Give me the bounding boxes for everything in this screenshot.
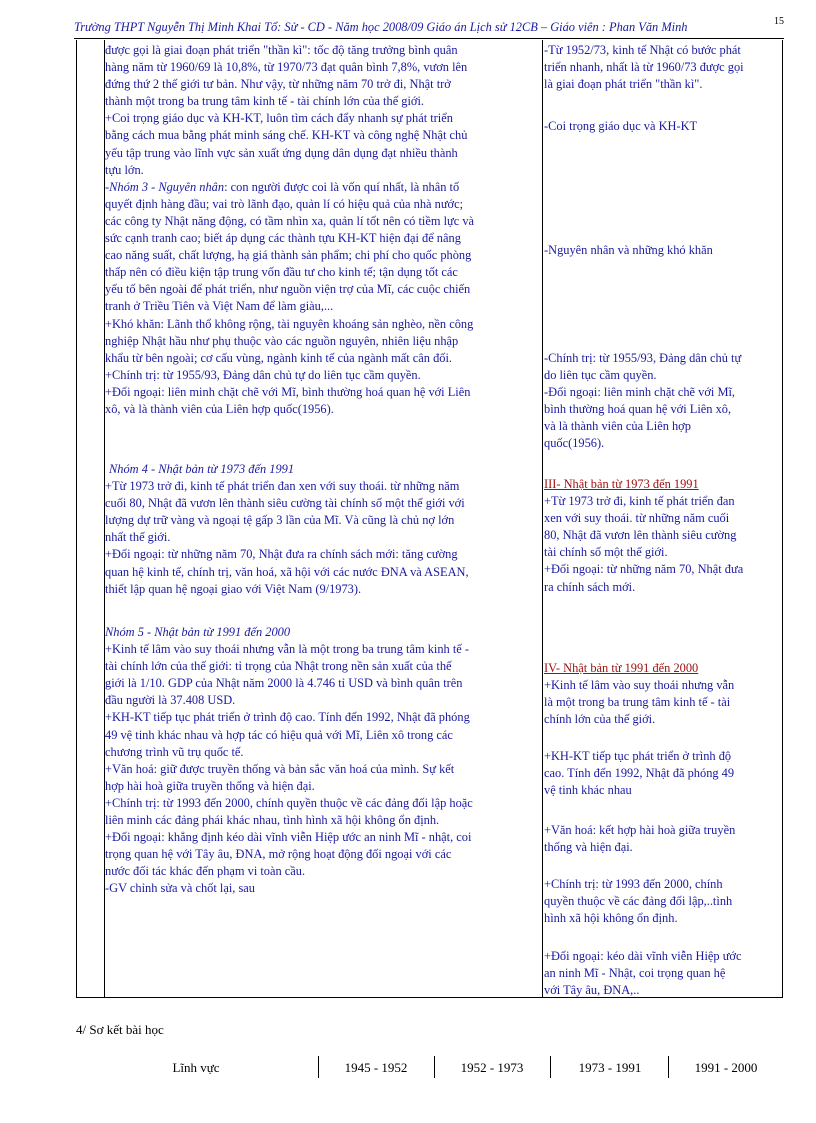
- text-line: +Chính trị: từ 1955/93, Đảng dân chủ tự do liên tục cầm quyền.: [105, 367, 421, 382]
- text-line: yếu tập trung vào lĩnh vực sản xuất ứng dụng dân dụng đạt nhiều thành: [105, 145, 458, 160]
- text-line: giới là 1/10. GDP của Nhật năm 2000 là 4.746 tỉ USD và bình quân trên: [105, 676, 463, 691]
- text-line: quan hệ kinh tế, chính trị, văn hoá, xã hội với các nước ĐNA và ASEAN,: [105, 564, 469, 579]
- text-line: yếu tố bên ngoài để phát triển, như nguồn viện trợ của Mĩ, các cuộc chiến: [105, 282, 471, 297]
- group5-heading: Nhóm 5 - Nhật bản từ 1991 đến 2000: [105, 625, 291, 639]
- text-line: +Kinh tế lâm vào suy thoái nhưng vẫn là một trong ba trung tâm kinh tế -: [105, 642, 470, 657]
- text-line: -Từ 1952/73, kinh tế Nhật có bước phát: [544, 43, 741, 57]
- right-block-1: [544, 42, 782, 93]
- block-group5: [105, 624, 542, 898]
- text-line: -GV chỉnh sửa và chốt lại, sau: [105, 881, 255, 896]
- text-line: quyết định hàng đầu; vai trò lãnh đạo, quản lí có hiệu quả của nhà nước;: [105, 196, 464, 211]
- text-line: xen với suy thoái. từ những năm cuối: [544, 511, 730, 526]
- text-line: thành một trong ba trung tâm kinh tế - tài chính lớn của thế giới.: [105, 94, 425, 109]
- summary-col-period-1: 1945 - 1952: [344, 1060, 408, 1075]
- text-line: +Chính trị: từ 1993 đến 2000, chính: [544, 877, 723, 891]
- block-development: [105, 42, 542, 418]
- right-block-8: [544, 822, 782, 856]
- text-line: hàng năm từ 1960/69 là 10,8%, từ 1970/73 đạt quân bình 7,8%, vươn lên: [105, 60, 468, 75]
- summary-col-period-3: 1973 - 1991: [578, 1060, 642, 1075]
- text-line: triển nhanh, nhất là từ 1960/73 được gọi: [544, 60, 744, 75]
- text-line: được gọi là giai đoạn phát triển "thần kì": tốc độ tăng trưởng bình quân: [105, 43, 458, 57]
- summary-divider: [318, 1056, 319, 1078]
- text-line: +Khó khăn: Lãnh thổ không rộng, tài nguyên khoáng sản nghèo, nền công: [105, 316, 474, 331]
- text-line: tựu lớn.: [105, 162, 144, 177]
- text-line: 80, Nhật đã vươn lên thành siêu cường: [544, 528, 737, 543]
- right-block-10: [544, 948, 782, 999]
- text-line: +Kinh tế lâm vào suy thoái nhưng vẫn: [544, 678, 735, 693]
- text-line: -Nguyên nhân và những khó khăn: [544, 243, 713, 257]
- text-line: các công ty Nhật năng động, có tầm nhìn xa, quản lí tốt nên có tiềm lực và: [105, 213, 475, 228]
- text-line: -Coi trọng giáo dục và KH-KT: [544, 119, 698, 133]
- text-line: trọng quan hệ với Tây âu, ĐNA, mở rộng hoạt động đối ngoại với các: [105, 847, 452, 862]
- text-line: và là thành viên của Liên hợp: [544, 419, 691, 434]
- text-line: chính lớn của thế giới.: [544, 712, 656, 727]
- text-line: ra chính sách mới.: [544, 579, 636, 594]
- text-line: nhất thế giới.: [105, 530, 171, 545]
- text-line: +Văn hoá: kết hợp hài hoà giữa truyền: [544, 823, 736, 837]
- summary-divider: [434, 1056, 435, 1078]
- text-line: nước đối tác khác đến phạm vi toàn cầu.: [105, 864, 306, 879]
- text-line: tài chính lớn của thế giới: tỉ trọng của Nhật trong nền sản xuất của thế: [105, 659, 452, 674]
- text-line: -Đối ngoại: liên minh chặt chẽ với Mĩ,: [544, 385, 735, 400]
- header-rule: [74, 38, 784, 39]
- text-line: sức cạnh tranh cao; biết áp dụng các thành tựu KH-KT hiện đại để nâng: [105, 231, 461, 246]
- section3-heading: III- Nhật bản từ 1973 đến 1991: [544, 477, 699, 491]
- right-block-2: [544, 118, 782, 135]
- text-line: bình thường hoá quan hệ với Liên xô,: [544, 402, 732, 417]
- summary-heading: 4/ Sơ kết bài học: [76, 1022, 164, 1037]
- text-line: +Đối ngoại: từ những năm 70, Nhật đưa: [544, 562, 744, 577]
- text-line: tranh ở Triều Tiên và Việt Nam để làm giàu,...: [105, 299, 334, 314]
- group3-label: -Nhóm 3 - Nguyên nhân: [105, 179, 225, 194]
- text-line: -Chính trị: từ 1955/93, Đảng dân chủ tự: [544, 351, 742, 365]
- text-line: +Từ 1973 trở đi, kinh tế phát triển đan xen với suy thoái. từ những năm: [105, 479, 460, 494]
- text-line: xô, và là thành viên của Liên hợp quốc(1956).: [105, 401, 334, 416]
- text-line: chương trình vũ trụ quốc tế.: [105, 744, 244, 759]
- right-block-sec3: [544, 476, 782, 596]
- text-line: +Đối ngoại: từ những năm 70, Nhật đưa ra chính sách mới: tăng cường: [105, 547, 458, 562]
- page-header: [74, 16, 784, 38]
- text-line: tài chính số một thế giới.: [544, 545, 668, 560]
- text-line: hợp hài hoà giữa truyền thống và hiện đại.: [105, 778, 315, 793]
- text-line: an ninh Mĩ - Nhật, coi trọng quan hệ: [544, 966, 726, 981]
- text-line: khẩu từ bên ngoài; cơ cấu vùng, ngành kinh tế của ngành mất cân đối.: [105, 350, 453, 365]
- text-line: +Đối ngoại: khẳng định kéo dài vĩnh viễn Hiệp ước an ninh Mĩ - nhật, coi: [105, 830, 472, 845]
- text-line: đầu người là 37.408 USD.: [105, 693, 236, 708]
- text-line: +Đối ngoại: kéo dài vĩnh viễn Hiệp ước: [544, 949, 742, 963]
- text-line: là giai đoạn phát triển "thần kì".: [544, 77, 703, 92]
- summary-col-field: Lĩnh vực: [172, 1060, 220, 1075]
- summary-divider: [668, 1056, 669, 1078]
- lesson-table: [76, 40, 783, 998]
- text-line: 49 vệ tinh khác nhau và hợp tác có hiệu quả với Mĩ, Liên xô trong các: [105, 727, 453, 742]
- text-line: quyền thuộc về các đảng đối lập,..tình: [544, 894, 733, 909]
- summary-divider: [550, 1056, 551, 1078]
- text-line: cao. Tính đến 1992, Nhật đã phóng 49: [544, 766, 735, 781]
- text-line: +Đối ngoại: liên minh chặt chẽ với Mĩ, bình thường hoá quan hệ với Liên: [105, 384, 471, 399]
- text-line: +Từ 1973 trở đi, kinh tế phát triển đan: [544, 494, 735, 509]
- text-line: +KH-KT tiếp tục phát triển ở trình độ cao. Tính đến 1992, Nhật đã phóng: [105, 710, 470, 725]
- summary-col-period-2: 1952 - 1973: [460, 1060, 524, 1075]
- group3-intro: [105, 179, 542, 196]
- text-line: cuối 80, Nhật đã vươn lên thành siêu cường tài chính số một thế giới với: [105, 496, 465, 511]
- section4-heading: IV- Nhật bản từ 1991 đến 2000: [544, 661, 699, 675]
- right-block-9: [544, 876, 782, 927]
- right-block-4: [544, 350, 782, 453]
- text-line: +Chính trị: từ 1993 đến 2000, chính quyền thuộc về các đảng đối lập hoặc: [105, 795, 473, 810]
- text-line: : con người được coi là vốn quí nhất, là nhân tố: [224, 179, 460, 194]
- column-divider-right: [542, 40, 543, 997]
- text-line: lượng dự trữ vàng và ngoại tệ gấp 3 lần của Mĩ. Và cũng là chủ nợ lớn: [105, 513, 455, 528]
- text-line: do liên tục cầm quyền.: [544, 368, 657, 383]
- text-line: cao năng suất, chất lượng, hạ giá thành sản phẩm; chi phí cho quốc phòng: [105, 248, 472, 263]
- text-line: là một trong ba trung tâm kinh tế - tài: [544, 695, 731, 710]
- text-line: quốc(1956).: [544, 436, 605, 451]
- text-line: +Văn hoá: giữ được truyền thống và bản sắc văn hoá của mình. Sự kết: [105, 761, 455, 776]
- summary-col-period-4: 1991 - 2000: [694, 1060, 758, 1075]
- right-block-3: [544, 242, 782, 259]
- header-text: Trường THPT Nguyễn Thị Minh Khai Tổ: Sử - CD - Năm học 2008/09 Giáo án Lịch sử 12CB – Giáo viên : Phan Văn Minh: [74, 20, 688, 34]
- page-number: 15: [774, 16, 784, 27]
- text-line: đứng thứ 2 thế giới tư bản. Như vậy, từ những năm 70 trở đi, Nhật trở: [105, 77, 451, 92]
- text-line: liên minh các đảng phái khác nhau, tình hình xã hội không ổn định.: [105, 813, 440, 828]
- text-line: thấp nên có điều kiện tập trung vốn đầu tư cho kinh tế; tận dụng tốt các: [105, 265, 458, 280]
- block-group4: [105, 461, 542, 598]
- text-line: với Tây âu, ĐNA,..: [544, 983, 640, 998]
- text-line: +Coi trọng giáo dục và KH-KT, luôn tìm cách đẩy nhanh sự phát triển: [105, 111, 453, 126]
- text-line: thống và hiện đại.: [544, 840, 633, 855]
- text-line: vệ tinh khác nhau: [544, 783, 632, 798]
- right-block-sec4: [544, 660, 782, 728]
- text-line: bằng cách mua bằng phát minh sáng chế. KH-KT và công nghệ Nhật chủ: [105, 128, 468, 143]
- summary-table-header: [76, 1056, 783, 1080]
- group4-heading: Nhóm 4 - Nhật bản từ 1973 đến 1991: [109, 462, 295, 476]
- right-block-7: [544, 748, 782, 799]
- text-line: thiết lập quan hệ ngoại giao với Việt Nam (9/1973).: [105, 581, 362, 596]
- text-line: nghiệp Nhật hầu như phụ thuộc vào các nguồn nguyên, nhiên liệu nhập: [105, 333, 459, 348]
- text-line: +KH-KT tiếp tục phát triển ở trình độ: [544, 749, 732, 763]
- text-line: hình xã hội không ổn định.: [544, 911, 678, 926]
- table-bottom-border: [77, 997, 782, 998]
